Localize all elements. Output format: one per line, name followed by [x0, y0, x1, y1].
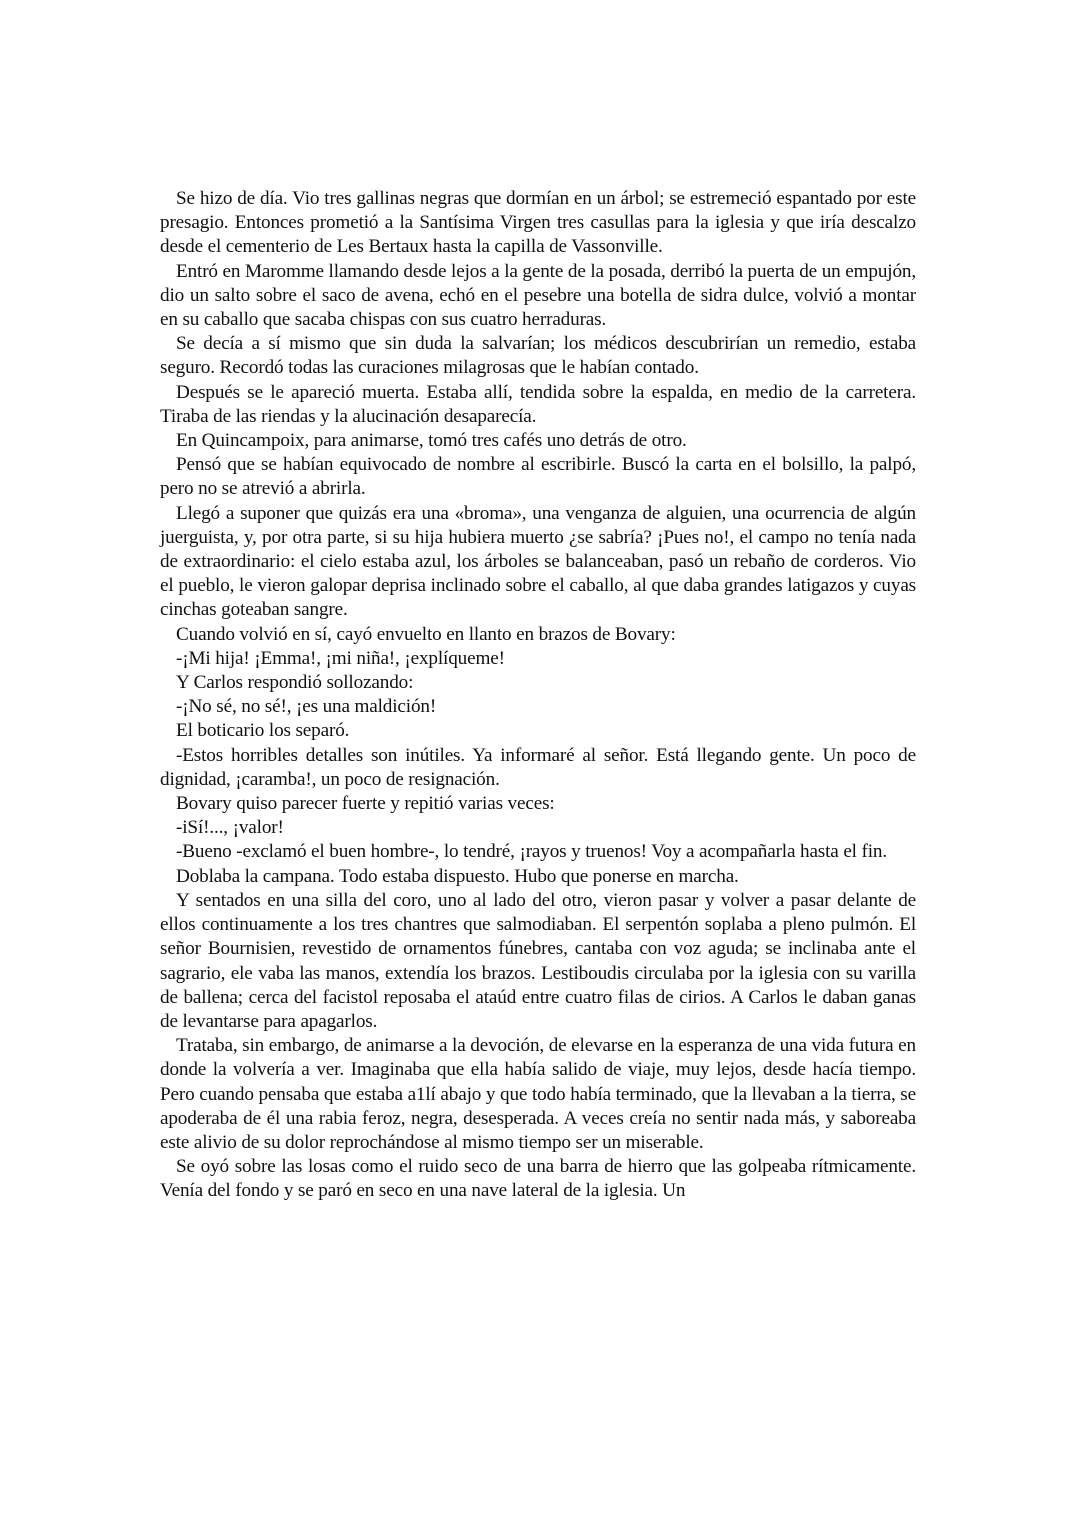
- paragraph: En Quincampoix, para animarse, tomó tres cafés uno detrás de otro.: [176, 430, 687, 452]
- paragraph: Después se le apareció muerta. Estaba allí, tendida sobre la espalda, en medio de la carretera. Tiraba de las riendas y la alucinación desaparecía.: [160, 381, 916, 427]
- paragraph: Cuando volvió en sí, cayó envuelto en llanto en brazos de Bovary:: [176, 623, 676, 645]
- paragraph: Se oyó sobre las losas como el ruido seco de una barra de hierro que las golpeaba rítmicamente. Venía del fondo y se paró en seco en una nave lateral de la iglesia. Un: [160, 1156, 916, 1202]
- paragraph: Y sentados en una silla del coro, uno al lado del otro, vieron pasar y volver a pasar delante de ellos continuamente a los tres chantres que salmodiaban. El serpentón soplaba a pleno pulmón. El señor Bournisien, revestido de ornamentos fúnebres, cantaba con voz aguda; se inclinaba ante el sagrario, ele vaba las manos, extendía los brazos. Lestiboudis circulaba por la iglesia con su varilla de ballena; cerca del facistol reposaba el ataúd entre cuatro filas de cirios. A Carlos le daban ganas de levantarse para apagarlos.: [160, 889, 916, 1032]
- paragraph: Entró en Maromme llamando desde lejos a la gente de la posada, derribó la puerta de un empujón, dio un salto sobre el saco de avena, echó en el pesebre una botella de sidra dulce, volvió a montar en su caballo que sacaba chispas con sus cuatro herraduras.: [160, 260, 916, 331]
- dialogue-line: -¡Mi hija! ¡Emma!, ¡mi niña!, ¡explíqueme!: [176, 647, 505, 669]
- document-page: [160, 187, 916, 1204]
- dialogue-line: -¡No sé, no sé!, ¡es una maldición!: [176, 696, 437, 718]
- paragraph: Pensó que se habían equivocado de nombre al escribirle. Buscó la carta en el bolsillo, la palpó, pero no se atrevió a abrirla.: [160, 454, 916, 500]
- paragraph: Llegó a suponer que quizás era una «broma», una venganza de alguien, una ocurrencia de algún juerguista, y, por otra parte, si su hija hubiera muerto ¿se sabría? ¡Pues no!, el campo no tenía nada de extraordinario: el cielo estaba azul, los árboles se balanceaban, pasó un rebaño de corderos. Vio el pueblo, le vieron galopar deprisa inclinado sobre el caballo, al que daba grandes latigazos y cuyas cinchas goteaban sangre.: [160, 502, 916, 621]
- paragraph: Trataba, sin embargo, de animarse a la devoción, de elevarse en la esperanza de una vida futura en donde la volvería a ver. Imaginaba que ella había salido de viaje, muy lejos, desde hacía tiempo. Pero cuando pensaba que estaba a1lí abajo y que todo había terminado, que la llevaban a la tierra, se apoderaba de él una rabia feroz, negra, desesperada. A veces creía no sentir nada más, y saboreaba este alivio de su dolor reprochándose al mismo tiempo ser un miserable.: [160, 1035, 916, 1153]
- dialogue-line: -Bueno -exclamó el buen hombre-, lo tendré, ¡rayos y truenos! Voy a acompañarla hasta el fin.: [176, 841, 888, 863]
- paragraph: Se decía a sí mismo que sin duda la salvarían; los médicos descubrirían un remedio, estaba seguro. Recordó todas las curaciones milagrosas que le habían contado.: [160, 333, 916, 379]
- paragraph: Bovary quiso parecer fuerte y repitió varias veces:: [176, 793, 555, 815]
- dialogue-line: -iSí!..., ¡valor!: [176, 817, 284, 839]
- dialogue-line: -Estos horribles detalles son inútiles. Ya informaré al señor. Está llegando gente. Un poco de dignidad, ¡caramba!, un poco de resignación.: [160, 744, 916, 790]
- paragraph: Y Carlos respondió sollozando:: [176, 672, 414, 694]
- paragraph: Doblaba la campana. Todo estaba dispuesto. Hubo que ponerse en marcha.: [176, 865, 739, 887]
- paragraph: Se hizo de día. Vio tres gallinas negras que dormían en un árbol; se estremeció espantado por este presagio. Entonces prometió a la Santísima Virgen tres casullas para la iglesia y que iría descalzo desde el cementerio de Les Bertaux hasta la capilla de Vassonville.: [160, 188, 916, 258]
- paragraph: El boticario los separó.: [176, 720, 350, 742]
